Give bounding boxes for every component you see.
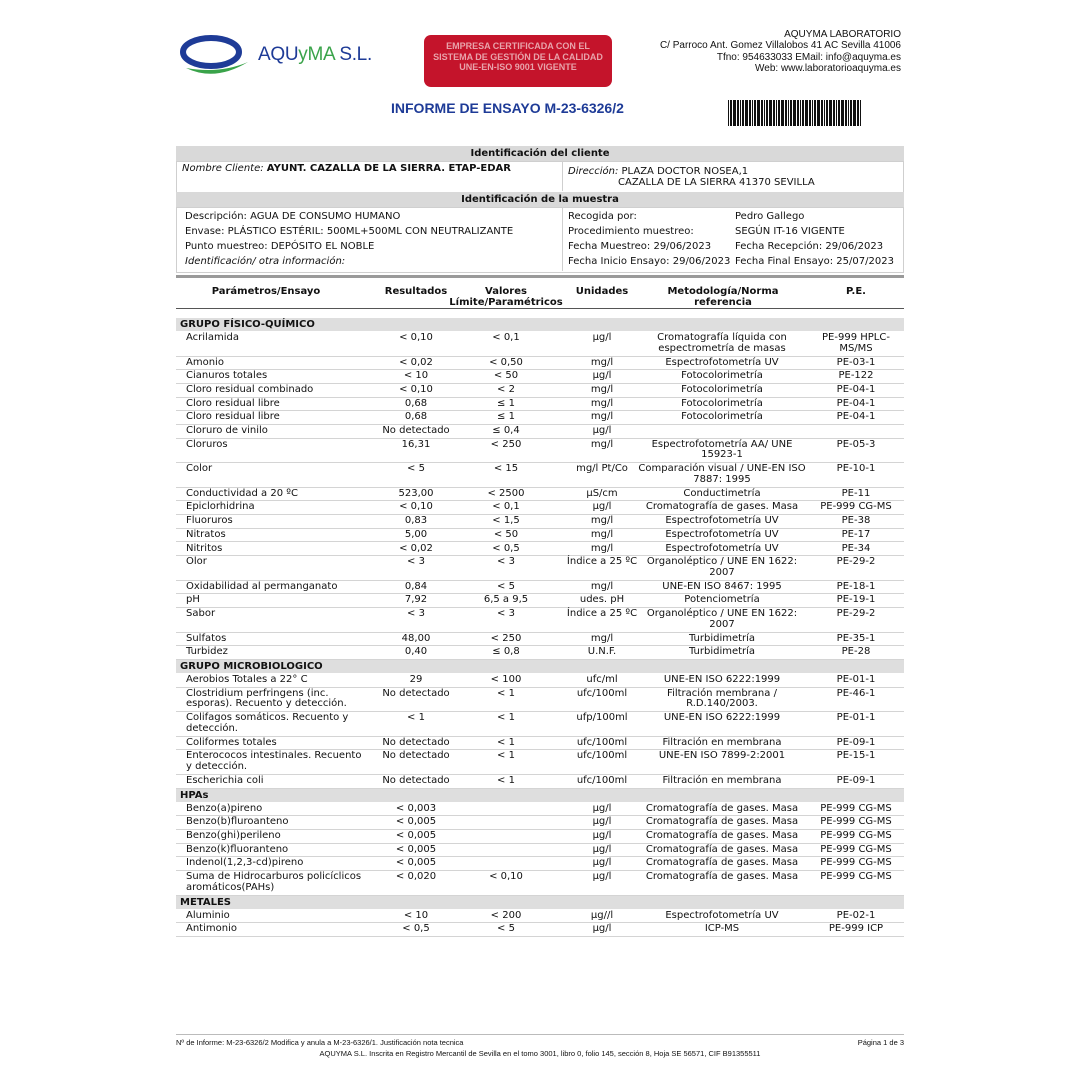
parameter-cell: Color xyxy=(186,463,213,475)
parameter-cell: Fluoruros xyxy=(186,515,233,527)
unit-cell: mg/l xyxy=(590,438,614,450)
parameter-cell: Cloruros xyxy=(186,438,228,450)
pe-cell: PE-10-1 xyxy=(836,463,876,475)
parameter-cell: Cloro residual libre xyxy=(186,397,280,409)
unit-cell: µg//l xyxy=(590,909,614,921)
group-heading: HPAs xyxy=(176,789,904,802)
limit-cell: < 0,10 xyxy=(489,871,523,883)
report-title: INFORME DE ENSAYO M-23-6326/2 xyxy=(391,100,624,116)
company-logo-text: AQUyMA S.L. xyxy=(258,44,372,65)
parameter-cell: Conductividad a 20 ºC xyxy=(186,487,298,499)
result-cell: < 0,10 xyxy=(399,332,433,343)
method-cell: Espectrofotometría AA/ UNE 15923-1 xyxy=(651,438,793,461)
limit-cell: ≤ 0,4 xyxy=(492,425,520,436)
divider xyxy=(562,207,563,271)
pe-cell: PE-11 xyxy=(841,487,871,499)
lab-name: AQUYMA LABORATORIO xyxy=(784,29,901,40)
method-cell: Cromatografía de gases. Masa xyxy=(645,871,799,883)
table-row xyxy=(176,688,904,713)
result-cell: 0,40 xyxy=(404,646,428,658)
table-row xyxy=(176,398,904,412)
unit-cell: µg/l xyxy=(592,332,612,343)
table-row xyxy=(176,712,904,737)
pe-cell: PE-999 CG-MS xyxy=(820,802,892,814)
table-row xyxy=(176,515,904,529)
limit-cell: < 0,1 xyxy=(492,501,520,513)
unit-cell: mg/l xyxy=(590,356,614,368)
certification-line: SISTEMA DE GESTIÓN DE LA CALIDAD xyxy=(433,51,603,62)
group-heading: METALES xyxy=(176,896,904,909)
result-cell: < 10 xyxy=(403,370,429,382)
result-cell: < 0,005 xyxy=(395,857,437,869)
limit-cell: ≤ 1 xyxy=(497,411,515,423)
parameter-cell: Olor xyxy=(186,556,207,568)
limit-cell: < 200 xyxy=(490,909,522,921)
parameter-cell: Aluminio xyxy=(186,909,230,921)
method-cell: Espectrofotometría UV xyxy=(665,909,779,921)
limit-cell: < 1 xyxy=(497,750,515,762)
pe-cell: PE-35-1 xyxy=(836,632,876,644)
method-cell: Fotocolorimetría xyxy=(681,397,763,409)
method-cell: Espectrofotometría UV xyxy=(665,515,779,527)
parameter-cell: Sabor xyxy=(186,608,216,620)
column-header-limits: Valores Límite/Paramétricos xyxy=(449,286,563,308)
result-cell: < 3 xyxy=(407,556,425,568)
table-row xyxy=(176,357,904,371)
unit-cell: ufp/100ml xyxy=(576,712,628,724)
unit-cell: mg/l Pt/Co xyxy=(576,463,628,475)
unit-cell: ufc/ml xyxy=(586,674,618,685)
method-cell: Espectrofotometría UV xyxy=(665,542,779,554)
method-cell: Espectrofotometría UV xyxy=(665,528,779,540)
limit-cell: < 3 xyxy=(497,556,515,568)
pe-cell: PE-999 ICP xyxy=(828,923,884,935)
limit-cell: < 250 xyxy=(490,632,522,644)
result-cell: 48,00 xyxy=(401,632,431,644)
parameter-cell: Cianuros totales xyxy=(186,370,268,382)
pe-cell: PE-999 CG-MS xyxy=(820,816,892,828)
unit-cell: mg/l xyxy=(590,528,614,540)
divider xyxy=(562,161,563,191)
group-heading: GRUPO MICROBIOLOGICO xyxy=(176,660,904,673)
method-cell: UNE-EN ISO 6222:1999 xyxy=(663,712,781,724)
pe-cell: PE-09-1 xyxy=(836,736,876,748)
unit-cell: mg/l xyxy=(590,542,614,554)
method-cell: Cromatografía de gases. Masa xyxy=(645,857,799,869)
certification-line: UNE-EN-ISO 9001 VIGENTE xyxy=(459,62,577,72)
parameter-cell: Suma de Hidrocarburos policíclicos aromáticos(PAHs) xyxy=(186,871,362,893)
parameter-cell: Benzo(a)pireno xyxy=(186,802,263,814)
unit-cell: ufc/100ml xyxy=(576,774,628,786)
unit-cell: µg/l xyxy=(592,871,612,883)
table-row xyxy=(176,543,904,557)
method-cell: Conductimetría xyxy=(683,487,761,499)
sampling-date: Fecha Muestreo: 29/06/2023 xyxy=(568,241,712,252)
pe-cell: PE-999 CG-MS xyxy=(820,857,892,869)
pe-cell: PE-999 CG-MS xyxy=(820,501,892,513)
method-cell: Fotocolorimetría xyxy=(681,370,763,382)
unit-cell: µg/l xyxy=(592,843,612,855)
client-address: Dirección: PLAZA DOCTOR NOSEA,1 xyxy=(568,166,749,177)
unit-cell: mg/l xyxy=(590,580,614,592)
result-cell: No detectado xyxy=(382,736,450,748)
table-row xyxy=(176,529,904,543)
method-cell: Cromatografía de gases. Masa xyxy=(645,816,799,828)
limit-cell: < 1,5 xyxy=(492,515,520,527)
method-cell: Cromatografía de gases. Masa xyxy=(645,501,799,513)
pe-cell: PE-19-1 xyxy=(836,594,876,606)
table-row xyxy=(176,439,904,464)
pe-cell: PE-04-1 xyxy=(836,397,876,409)
parameter-cell: Benzo(ghi)perileno xyxy=(186,830,281,841)
certification-badge xyxy=(424,35,612,87)
limit-cell: < 3 xyxy=(497,608,515,620)
table-row xyxy=(176,871,904,896)
result-cell: No detectado xyxy=(382,687,450,699)
limit-cell: < 2 xyxy=(497,383,515,395)
report-note: Nº de Informe: M-23-6326/2 Modifica y anula a M-23-6326/1. Justificación nota tecnica xyxy=(176,1038,464,1047)
parameter-cell: Turbidez xyxy=(186,646,228,658)
parameter-cell: Escherichia coli xyxy=(186,774,264,786)
result-cell: < 0,02 xyxy=(399,542,433,554)
pe-cell: PE-29-2 xyxy=(836,608,876,620)
parameter-cell: pH xyxy=(186,594,200,606)
table-row xyxy=(176,737,904,751)
table-row xyxy=(176,332,904,357)
column-header-result: Resultados xyxy=(384,286,448,297)
unit-cell: Índice a 25 ºC xyxy=(566,608,638,620)
table-row xyxy=(176,844,904,858)
method-cell: Filtración en membrana xyxy=(662,736,782,748)
pe-cell: PE-18-1 xyxy=(836,580,876,592)
pe-cell: PE-28 xyxy=(841,646,871,658)
unit-cell: ufc/100ml xyxy=(576,750,628,762)
pe-cell: PE-999 CG-MS xyxy=(820,830,892,841)
pe-cell: PE-01-1 xyxy=(836,712,876,724)
table-row xyxy=(176,384,904,398)
result-cell: < 1 xyxy=(407,712,425,724)
limit-cell: < 5 xyxy=(497,580,515,592)
result-cell: 7,92 xyxy=(404,594,428,606)
limit-cell: ≤ 1 xyxy=(497,397,515,409)
pe-cell: PE-03-1 xyxy=(836,356,876,368)
result-cell: < 0,003 xyxy=(395,802,437,814)
pe-cell: PE-15-1 xyxy=(836,750,876,762)
method-cell: Organoléptico / UNE EN 1622: 2007 xyxy=(646,556,798,578)
method-cell: Potenciometría xyxy=(684,594,760,606)
method-cell: Turbidimetría xyxy=(688,632,756,644)
parameter-cell: Oxidabilidad al permanganato xyxy=(186,580,338,592)
company-registry: AQUYMA S.L. Inscrita en Registro Mercantil de Sevilla en el tomo 3001, libro 0, folio 145, sección 8, Hoja SE 56571, CIF B91355511 xyxy=(319,1049,761,1058)
group-heading: GRUPO FÍSICO-QUÍMICO xyxy=(176,318,904,331)
result-cell: < 0,10 xyxy=(399,501,433,513)
parameter-cell: Enterococos intestinales. Recuento y detección. xyxy=(186,750,362,772)
method-cell: UNE-EN ISO 6222:1999 xyxy=(663,674,781,685)
test-end-date: Fecha Final Ensayo: 25/07/2023 xyxy=(735,256,894,267)
procedure-label: Procedimiento muestreo: xyxy=(568,226,694,237)
result-cell: 5,00 xyxy=(404,528,428,540)
pe-cell: PE-122 xyxy=(838,370,874,382)
result-cell: No detectado xyxy=(382,774,450,786)
limit-cell: < 100 xyxy=(490,674,522,685)
pe-cell: PE-38 xyxy=(841,515,871,527)
unit-cell: µS/cm xyxy=(586,487,618,499)
pe-cell: PE-04-1 xyxy=(836,383,876,395)
table-row xyxy=(176,501,904,515)
sample-other-info: Identificación/ otra información: xyxy=(185,256,346,267)
limit-cell: < 0,5 xyxy=(492,542,520,554)
table-row xyxy=(176,370,904,384)
table-row xyxy=(176,463,904,488)
parameter-cell: Aerobios Totales a 22° C xyxy=(186,674,308,685)
laboratory-contact xyxy=(660,29,901,74)
collected-by-label: Recogida por: xyxy=(568,211,637,222)
result-cell: < 0,5 xyxy=(402,923,430,935)
table-row xyxy=(176,425,904,439)
table-row xyxy=(176,775,904,789)
table-row xyxy=(176,857,904,871)
pe-cell: PE-34 xyxy=(841,542,871,554)
result-cell: < 0,005 xyxy=(395,816,437,828)
parameter-cell: Cloro residual combinado xyxy=(186,383,314,395)
limit-cell: 6,5 a 9,5 xyxy=(483,594,529,606)
table-row xyxy=(176,608,904,633)
table-row xyxy=(176,674,904,688)
table-row xyxy=(176,910,904,924)
pe-cell: PE-01-1 xyxy=(836,674,876,685)
result-cell: < 0,10 xyxy=(399,383,433,395)
pe-cell: PE-05-3 xyxy=(836,438,876,450)
result-cell: No detectado xyxy=(382,425,450,436)
column-header-pe: P.E. xyxy=(846,286,866,297)
sample-description: Descripción: AGUA DE CONSUMO HUMANO xyxy=(185,211,401,222)
method-cell: Cromatografía de gases. Masa xyxy=(645,843,799,855)
result-cell: < 5 xyxy=(407,463,425,475)
pe-cell: PE-04-1 xyxy=(836,411,876,423)
result-cell: 523,00 xyxy=(398,487,434,499)
parameter-cell: Acrilamida xyxy=(186,332,239,343)
parameter-cell: Benzo(b)fluroanteno xyxy=(186,816,289,828)
lab-phone-email: Tfno: 954633033 EMail: info@aquyma.es xyxy=(716,51,901,63)
unit-cell: µg/l xyxy=(592,501,612,513)
limit-cell: < 2500 xyxy=(487,487,525,499)
pe-cell: PE-17 xyxy=(841,528,871,540)
column-header-parameter: Parámetros/Ensayo xyxy=(211,286,321,297)
parameter-cell: Antimonio xyxy=(186,923,237,935)
result-cell: < 0,02 xyxy=(399,356,433,368)
parameter-cell: Clostridium perfringens (inc. esporas). Recuento y detección. xyxy=(186,687,347,710)
limit-cell: < 1 xyxy=(497,712,515,724)
table-row xyxy=(176,750,904,775)
result-cell: No detectado xyxy=(382,750,450,762)
parameter-cell: Nitratos xyxy=(186,528,226,540)
test-start-date: Fecha Inicio Ensayo: 29/06/2023 xyxy=(568,256,731,267)
method-cell: Fotocolorimetría xyxy=(681,383,763,395)
method-cell: Filtración en membrana xyxy=(662,774,782,786)
method-cell: UNE-EN ISO 8467: 1995 xyxy=(662,580,782,592)
table-row xyxy=(176,830,904,844)
sample-section-title: Identificación de la muestra xyxy=(176,192,904,207)
pe-cell: PE-29-2 xyxy=(836,556,876,568)
pe-cell: PE-999 CG-MS xyxy=(820,843,892,855)
client-name: Nombre Cliente: AYUNT. CAZALLA DE LA SIERRA. ETAP-EDAR xyxy=(182,163,511,174)
pe-cell: PE-02-1 xyxy=(836,909,876,921)
limit-cell: < 1 xyxy=(497,687,515,699)
section-rule xyxy=(176,275,904,278)
parameter-cell: Benzo(k)fluoranteno xyxy=(186,843,289,855)
lab-web: Web: www.laboratorioaquyma.es xyxy=(755,62,901,74)
table-row xyxy=(176,581,904,595)
parameter-cell: Sulfatos xyxy=(186,632,227,644)
sample-point: Punto muestreo: DEPÓSITO EL NOBLE xyxy=(185,241,375,252)
unit-cell: µg/l xyxy=(592,816,612,828)
table-row xyxy=(176,488,904,502)
unit-cell: ufc/100ml xyxy=(576,687,628,699)
collected-by-value: Pedro Gallego xyxy=(735,211,805,222)
parameter-cell: Colifagos somáticos. Recuento y detección. xyxy=(186,712,349,734)
table-row xyxy=(176,633,904,647)
limit-cell: < 1 xyxy=(497,736,515,748)
result-cell: 16,31 xyxy=(401,438,431,450)
header-rule xyxy=(176,308,904,309)
unit-cell: mg/l xyxy=(590,397,614,409)
unit-cell: udes. pH xyxy=(579,594,625,606)
pe-cell: PE-999 CG-MS xyxy=(820,871,892,883)
pe-cell: PE-999 HPLC-MS/MS xyxy=(822,332,890,354)
result-cell: 0,84 xyxy=(404,580,428,592)
method-cell: Cromatografía de gases. Masa xyxy=(645,830,799,841)
unit-cell: mg/l xyxy=(590,632,614,644)
footer-rule xyxy=(176,1034,904,1035)
unit-cell: mg/l xyxy=(590,515,614,527)
result-cell: 0,68 xyxy=(404,411,428,423)
limit-cell: < 50 xyxy=(493,370,519,382)
unit-cell: Índice a 25 ºC xyxy=(566,556,638,568)
method-cell: Filtración membrana / R.D.140/2003. xyxy=(667,687,777,710)
parameter-cell: Amonio xyxy=(186,356,224,368)
unit-cell: ufc/100ml xyxy=(576,736,628,748)
barcode-icon xyxy=(728,100,862,126)
parameter-cell: Cloruro de vinilo xyxy=(186,425,268,436)
client-address-line2: CAZALLA DE LA SIERRA 41370 SEVILLA xyxy=(618,177,815,188)
result-cell: < 0,020 xyxy=(395,871,437,883)
method-cell: Espectrofotometría UV xyxy=(665,356,779,368)
table-row xyxy=(176,646,904,660)
limit-cell: < 15 xyxy=(493,463,519,475)
method-cell: Cromatografía de gases. Masa xyxy=(645,802,799,814)
method-cell: Fotocolorimetría xyxy=(681,411,763,423)
result-cell: < 10 xyxy=(403,909,429,921)
parameter-cell: Epiclorhidrina xyxy=(186,501,255,513)
parameter-cell: Coliformes totales xyxy=(186,736,277,748)
result-cell: 29 xyxy=(409,674,423,685)
unit-cell: µg/l xyxy=(592,370,612,382)
lab-address: C/ Parroco Ant. Gomez Villalobos 41 AC Sevilla 41006 xyxy=(659,40,901,52)
result-cell: < 0,005 xyxy=(395,830,437,841)
method-cell: Organoléptico / UNE EN 1622: 2007 xyxy=(646,608,798,630)
limit-cell: < 5 xyxy=(497,923,515,935)
client-section-title: Identificación del cliente xyxy=(176,146,904,161)
page-number: Página 1 de 3 xyxy=(857,1038,904,1047)
table-row xyxy=(176,923,904,937)
table-row xyxy=(176,803,904,817)
method-cell: Turbidimetría xyxy=(688,646,756,658)
method-cell: Cromatografía líquida con espectrometría de masas xyxy=(657,332,787,354)
table-row xyxy=(176,594,904,608)
table-row xyxy=(176,556,904,581)
parameter-cell: Nitritos xyxy=(186,542,223,554)
result-cell: < 0,005 xyxy=(395,843,437,855)
column-header-units: Unidades xyxy=(575,286,629,297)
procedure-value: SEGÚN IT-16 VIGENTE xyxy=(735,226,845,237)
sample-container: Envase: PLÁSTICO ESTÉRIL: 500ML+500ML CON NEUTRALIZANTE xyxy=(185,226,514,237)
result-cell: 0,68 xyxy=(404,397,428,409)
result-cell: 0,83 xyxy=(404,515,428,527)
method-cell: ICP-MS xyxy=(704,923,740,935)
parameter-cell: Indenol(1,2,3-cd)pireno xyxy=(186,857,304,869)
parameter-cell: Cloro residual libre xyxy=(186,411,280,423)
unit-cell: mg/l xyxy=(590,383,614,395)
limit-cell: ≤ 0,8 xyxy=(492,646,520,658)
reception-date: Fecha Recepción: 29/06/2023 xyxy=(735,241,884,252)
unit-cell: µg/l xyxy=(592,830,612,841)
method-cell: UNE-EN ISO 7899-2:2001 xyxy=(658,750,786,762)
pe-cell: PE-46-1 xyxy=(836,687,876,699)
table-row xyxy=(176,816,904,830)
table-row xyxy=(176,411,904,425)
limit-cell: < 0,50 xyxy=(489,356,523,368)
result-cell: < 3 xyxy=(407,608,425,620)
certification-line: EMPRESA CERTIFICADA CON EL xyxy=(446,41,590,51)
column-header-method: Metodología/Norma referencia xyxy=(667,286,779,308)
method-cell: Comparación visual / UNE-EN ISO 7887: 1995 xyxy=(638,463,806,485)
pe-cell: PE-09-1 xyxy=(836,774,876,786)
unit-cell: U.N.F. xyxy=(587,646,617,658)
limit-cell: < 50 xyxy=(493,528,519,540)
limit-cell: < 1 xyxy=(497,774,515,786)
limit-cell: < 250 xyxy=(490,438,522,450)
limit-cell: < 0,1 xyxy=(492,332,520,343)
unit-cell: µg/l xyxy=(592,802,612,814)
unit-cell: mg/l xyxy=(590,411,614,423)
unit-cell: µg/l xyxy=(592,857,612,869)
unit-cell: µg/l xyxy=(592,923,612,935)
unit-cell: µg/l xyxy=(592,425,612,436)
